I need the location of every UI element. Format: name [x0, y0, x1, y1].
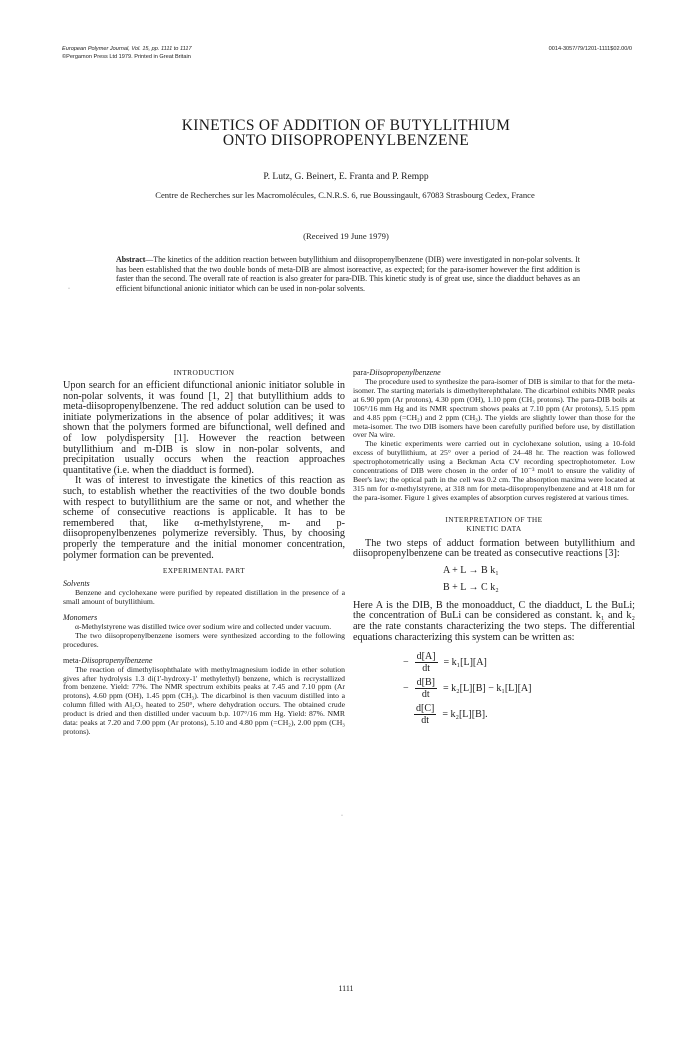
- para-prefix: para-: [353, 368, 370, 377]
- journal-citation-header: [62, 45, 192, 61]
- page-number: 1111: [338, 984, 354, 993]
- left-column: [63, 368, 345, 737]
- minus-sign: −: [403, 682, 409, 694]
- title-line-2: ONTO DIISOPROPENYLBENZENE: [222, 132, 470, 149]
- received-date: (Received 19 June 1979): [303, 231, 389, 241]
- para-heading-main: Diisopropenylbenzene: [369, 368, 441, 377]
- journal-name: European Polymer Journal, Vol. 15, pp. 1111 to 1117: [62, 46, 192, 52]
- margin-mark: ·: [68, 286, 70, 292]
- right-column: [353, 368, 635, 733]
- derivative-fraction: [414, 703, 436, 726]
- fraction-denominator: dt: [421, 688, 430, 700]
- fraction-numerator: d[C]: [416, 702, 435, 714]
- rate-equation-2: [403, 675, 635, 701]
- solvents-subheading: Solvents: [63, 579, 90, 589]
- intro-paragraph-1: Upon search for an efficient difunctional anionic initiator soluble in non-polar solvents, it was found [1, 2] that butyllithium adds to meta-diisopropenylbenzene. The red adduct solution can be used to initiate polymerizations in the absence of polar additives; it was shown that the polymers formed are bifunctional, well defined and of low polydispersity [1]. However the reaction between butyllithium and m-DIB is slow in non-polar solvents, and precipitation usually occurs when the reaction approaches quantitative (i.e. when the diadduct is formed).: [63, 380, 345, 476]
- para-dib-paragraph-2: The kinetic experiments were carried out in cyclohexane solution, using a 10-fold excess of butyllithium, at 25° over a period of 24–48 hr. The reaction was followed spectrophotometrically using a Beckman Acta CV recording spectrophotometer. Low concentrations of DIB were chosen in the order of 10⁻³ mol/l to ensure the validity of Beer's law; the optical path in the cell was 0.2 cm. The absorption maxima were located at 315 nm for α-methylstyrene, at 318 nm for meta-diisopropenylbenzene and at 418 nm for the para-isomer. Figure 1 gives examples of absorption curves registered at various times.: [353, 439, 635, 502]
- interpretation-paragraph-1: The two steps of adduct formation between butyllithium and diisopropenylbenzene can be treated as consecutive reactions [3]:: [353, 537, 635, 560]
- rate-equation-3: [411, 701, 635, 727]
- abstract-label: Abstract: [116, 255, 146, 264]
- margin-mark: ·: [341, 813, 343, 819]
- interpretation-heading-line-2: KINETIC DATA: [466, 523, 522, 533]
- para-dib-paragraph-1: The procedure used to synthesize the para-isomer of DIB is similar to that for the meta-isomer. The starting materials is dimethylterephthalate. The dicarbinol exhibits NMR peaks at 6.90 ppm (Ar protons), 4.30 ppm (OH), 1.10 ppm (CH₃ protons). The para-DIB boils at 106°/16 mm Hg and its NMR spectrum shows peaks at 7.10 ppm (Ar protons), 5.15 ppm and 4.85 ppm (=CH₂) and 2 ppm (CH₃). The yields are slightly lower than those for the meta-isomer. The two DIB isomers have been carefully purified before use, by distillation over Na wire.: [353, 377, 635, 440]
- fraction-numerator: d[B]: [416, 676, 435, 688]
- para-dib-subheading: [353, 368, 635, 377]
- interpretation-heading-line-1: INTERPRETATION OF THE: [445, 514, 543, 524]
- article-title: [0, 118, 692, 148]
- article-code: 0014-3057/79/1201-1111$02.00/0: [548, 46, 632, 52]
- meta-heading-main: Diisopropenylbenzene: [81, 655, 153, 665]
- fraction-numerator: d[A]: [416, 650, 436, 662]
- meta-dib-subheading: [63, 656, 345, 665]
- fraction-denominator: dt: [422, 662, 430, 674]
- rate-equations: [353, 649, 635, 727]
- reaction-step-1: A + L → B k₁: [443, 564, 499, 576]
- reaction-scheme: [443, 562, 635, 596]
- fraction-denominator: dt: [421, 714, 430, 726]
- intro-paragraph-2: It was of interest to investigate the kinetics of this reaction as such, to establish whether the reactivities of the two double bonds with respect to butyllithium are the same or not, and whether the scheme of consecutive reactions is applicable. It has to be remembered that, like α-methylstyrene, m- and p-diisopropenylbenzenes polymerize reversibly. Thus, by choosing properly the temperature and the initial monomer concentration, polymer formation can be prevented.: [63, 475, 345, 561]
- equation-rhs: = k₂[L][B].: [442, 708, 488, 720]
- solvents-paragraph: Benzene and cyclohexane were purified by repeated distillation in the presence of a small amount of butyllithium.: [63, 588, 345, 606]
- derivative-fraction: [415, 651, 438, 674]
- reaction-step-2: B + L → C k₂: [443, 581, 499, 593]
- monomers-paragraph-1: α-Methylstyrene was distilled twice over sodium wire and collected under vacuum.: [75, 621, 332, 631]
- meta-dib-paragraph: The reaction of dimethylisophthalate with methylmagnesium iodide in ether solution gives after hydrolysis 1.3 di(1'-hydroxy-1' methylethyl) benzene, which is recrystallized from benzene. Yield: 77%. The NMR spectrum exhibits peaks at 7.45 and 7.10 ppm (Ar protons), 4.60 ppm (OH), 1.45 ppm (CH₃). The dicarbinol is then vacuum distilled into a column filled with Al₂O₃ heated to 250°, where dehydration occurs. The obtained crude product is dried and then distilled under vacuum b.p. 107°/16 mm Hg. Yield: 87%. NMR data: peaks at 7.20 and 7.00 ppm (Ar protons), 5.10 and 4.80 ppm (=CH₂), 2.00 ppm (CH₃ protons).: [63, 664, 345, 736]
- experimental-heading: EXPERIMENTAL PART: [162, 566, 246, 576]
- rate-equation-1: [403, 649, 635, 675]
- publisher-line: ©Pergamon Press Ltd 1979. Printed in Great Britain: [62, 54, 191, 60]
- title-line-1: KINETICS OF ADDITION OF BUTYLLITHIUM: [181, 117, 511, 134]
- monomers-paragraph-2: The two diisopropenylbenzene isomers were synthesized according to the following procedures.: [63, 630, 345, 649]
- derivative-fraction: [415, 677, 437, 700]
- equation-rhs: = k₂[L][B] − k₁[L][A]: [442, 682, 532, 694]
- abstract: [116, 255, 580, 293]
- interpretation-paragraph-2: Here A is the DIB, B the monoadduct, C the diadduct, L the BuLi; the concentration of BuLi can be considered as constant. k₁ and k₂ are the rate constants characterizing the two steps. The differential equations characterizing this system can be written as:: [353, 599, 635, 643]
- introduction-heading: INTRODUCTION: [173, 368, 235, 377]
- monomers-subheading: Monomers: [63, 612, 98, 622]
- author-list: P. Lutz, G. Beinert, E. Franta and P. Rempp: [263, 172, 429, 182]
- meta-prefix: meta-: [63, 655, 82, 665]
- affiliation: Centre de Recherches sur les Macromolécules, C.N.R.S. 6, rue Boussingault, 67083 Strasbourg Cedex, France: [155, 190, 535, 200]
- minus-sign: −: [403, 656, 409, 668]
- abstract-text: —The kinetics of the addition reaction between butyllithium and diisopropenylbenzene (DIB) were investigated in non-polar solvents. It has been established that the two double bonds of meta-DIB are almost isoreactive, as expected; for the para-isomer however the first addition is faster than the second. The overall rate of reaction is also greater for para-DIB. This kinetic study is of great use, since the diadduct behaves as an efficient bifunctional anionic initiator which can be used in non-polar solvents.: [116, 255, 580, 293]
- equation-rhs: = k₁[L][A]: [443, 656, 487, 668]
- interpretation-heading: [353, 515, 635, 533]
